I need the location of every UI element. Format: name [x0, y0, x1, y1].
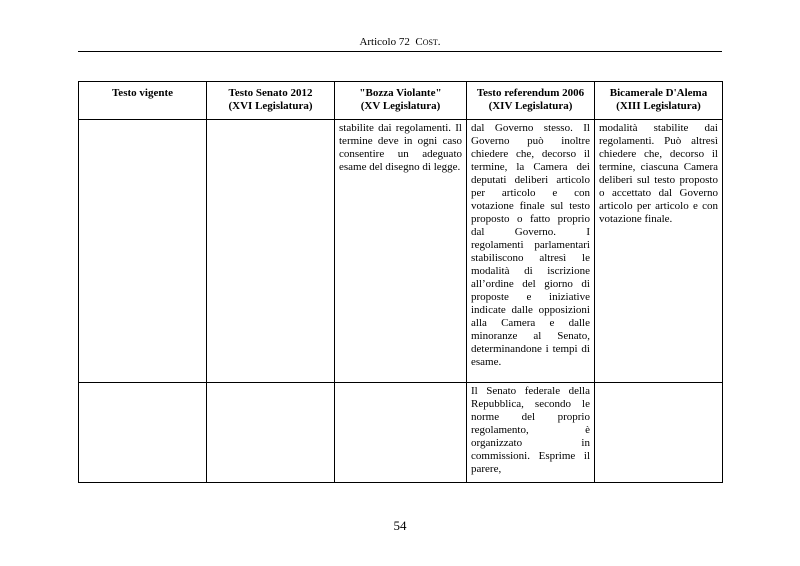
table-cell	[207, 120, 335, 383]
column-header-title: Testo referendum 2006	[476, 87, 585, 99]
column-header-bozza-violante	[335, 82, 467, 120]
table-cell: Il Senato federale della Repubblica, secondo le norme del proprio regolamento, è organizzato in commissioni. Esprime il parere,	[467, 383, 595, 483]
table-cell: dal Governo stesso. Il Governo può inoltre chiedere che, decorso il termine, la Camera dei deputati deliberi articolo per articolo e con votazione finale sul testo proposto o fatto proprio dal Governo. I regolamenti parlamentari stabiliscono altresì le modalità di iscrizione all’ordine del giorno di proposte e iniziative indicate dalle opposizioni alla Camera e dalle minoranze al Senato, determinandone i tempi di esame.	[467, 120, 595, 383]
table-cell: modalità stabilite dai regolamenti. Può altresì chiedere che, decorso il termine, ciascuna Camera deliberi sul testo proposto o accettato dal Governo articolo per articolo e con votazione finale.	[595, 120, 723, 383]
column-header-testo-referendum-2006	[467, 82, 595, 120]
running-head-title: Articolo 72	[359, 36, 410, 48]
table-row	[79, 120, 723, 383]
column-header-subtitle: (XVI Legislatura)	[228, 100, 313, 112]
table-cell	[335, 383, 467, 483]
table-header-row	[79, 82, 723, 120]
column-header-title: Testo vigente	[111, 87, 173, 99]
page-number: 54	[393, 518, 407, 533]
column-header-title: "Bozza Violante"	[359, 87, 442, 99]
running-head	[0, 36, 800, 49]
column-header-testo-senato-2012	[207, 82, 335, 120]
column-header-subtitle: (XV Legislatura)	[360, 100, 441, 112]
table-cell	[79, 120, 207, 383]
column-header-subtitle: (XIV Legislatura)	[488, 100, 573, 112]
comparison-table	[78, 81, 723, 483]
column-header-testo-vigente	[79, 82, 207, 120]
column-header-subtitle: (XIII Legislatura)	[616, 100, 701, 112]
table-cell: stabilite dai regolamenti. Il termine deve in ogni caso consentire un adeguato esame del disegno di legge.	[335, 120, 467, 383]
table-row	[79, 383, 723, 483]
header-rule	[78, 51, 722, 52]
table-cell	[595, 383, 723, 483]
column-header-bicamerale-dalema	[595, 82, 723, 120]
running-head-label: Cost.	[415, 36, 441, 48]
column-header-title: Bicamerale D'Alema	[609, 87, 708, 99]
table-cell	[79, 383, 207, 483]
column-header-title: Testo Senato 2012	[228, 87, 313, 99]
table-cell	[207, 383, 335, 483]
